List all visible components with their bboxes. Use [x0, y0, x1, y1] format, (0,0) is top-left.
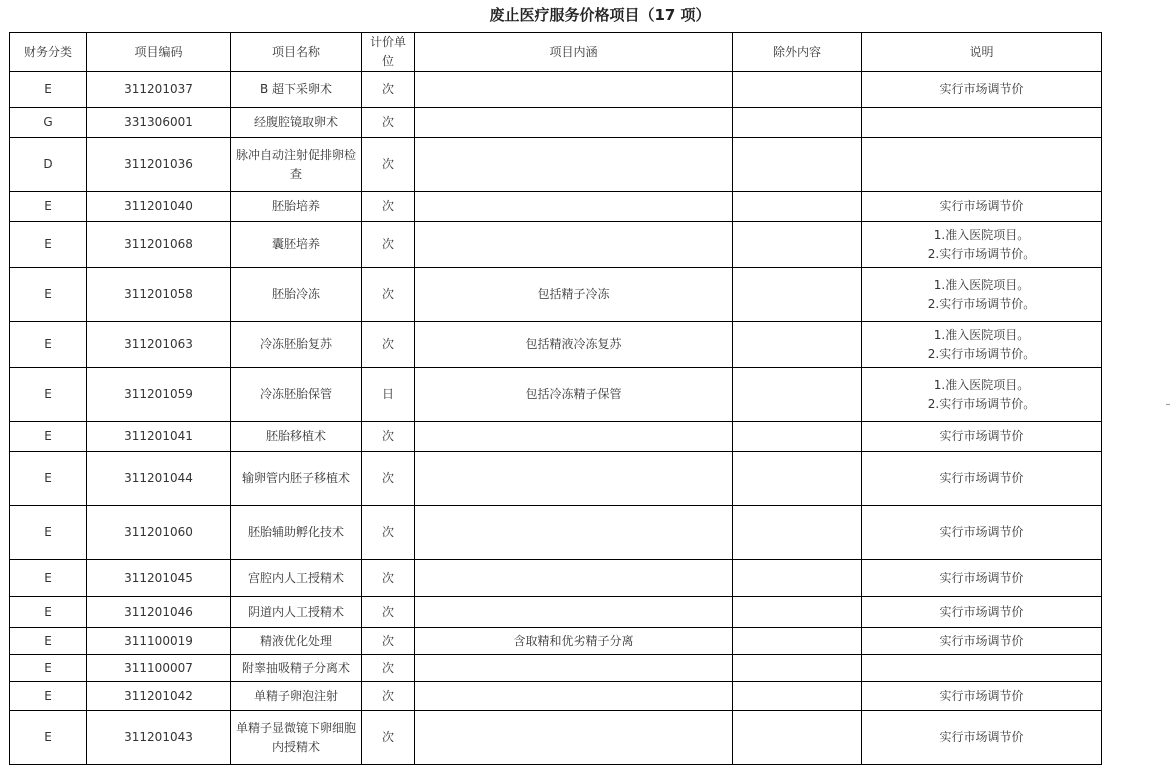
- table-row: [10, 322, 1102, 368]
- table-row: [10, 655, 1102, 682]
- table-row: [10, 222, 1102, 268]
- cell-note: [862, 452, 1102, 506]
- cell-excluded: [733, 222, 862, 268]
- table-row: [10, 108, 1102, 138]
- cell-content: [415, 655, 733, 682]
- cell-unit: 次: [362, 108, 415, 138]
- cell-note: [862, 138, 1102, 192]
- table-row: [10, 138, 1102, 192]
- header-unit: 计价单位: [362, 33, 415, 72]
- cell-unit: 次: [362, 682, 415, 711]
- cell-content: [415, 452, 733, 506]
- cell-category: E: [10, 597, 87, 628]
- note-line: 1.准入医院项目。: [933, 277, 1030, 292]
- cell-code: 311201041: [87, 422, 231, 452]
- cell-content: 含取精和优劣精子分离: [415, 628, 733, 655]
- note-line: 实行市场调节价: [939, 429, 1024, 443]
- cell-content: 包括精子冷冻: [415, 268, 733, 322]
- cell-note: [862, 192, 1102, 222]
- cell-name: 经腹腔镜取卵术: [231, 108, 362, 138]
- cell-excluded: [733, 138, 862, 192]
- cell-content: 包括冷冻精子保管: [415, 368, 733, 422]
- cell-content: [415, 192, 733, 222]
- header-content: 项目内涵: [415, 33, 733, 72]
- cell-name: 胚胎辅助孵化技术: [231, 506, 362, 560]
- cell-content: [415, 506, 733, 560]
- note-line: 实行市场调节价: [939, 688, 1024, 703]
- cell-name: 冷冻胚胎保管: [231, 368, 362, 422]
- cell-unit: 次: [362, 560, 415, 597]
- cell-category: E: [10, 506, 87, 560]
- cell-name: 胚胎培养: [231, 192, 362, 222]
- cell-note: [862, 506, 1102, 560]
- header-excluded: 除外内容: [733, 33, 862, 72]
- cell-code: 311201036: [87, 138, 231, 192]
- cell-category: E: [10, 422, 87, 452]
- cell-unit: 次: [362, 452, 415, 506]
- cell-code: 311201046: [87, 597, 231, 628]
- cell-name: 冷冻胚胎复苏: [231, 322, 362, 368]
- cell-category: E: [10, 655, 87, 682]
- cell-code: 311201042: [87, 682, 231, 711]
- cell-name: 单精子显微镜下卵细胞内授精术: [231, 711, 362, 765]
- cell-note: [862, 368, 1102, 422]
- cell-content: [415, 422, 733, 452]
- table-row: [10, 422, 1102, 452]
- cell-note: [862, 322, 1102, 368]
- cell-content: [415, 711, 733, 765]
- cell-unit: 次: [362, 72, 415, 108]
- table-header-row: [10, 33, 1102, 72]
- cell-category: E: [10, 268, 87, 322]
- table-row: [10, 628, 1102, 655]
- table-row: [10, 711, 1102, 765]
- cell-excluded: [733, 192, 862, 222]
- cell-code: 311201063: [87, 322, 231, 368]
- table-row: [10, 597, 1102, 628]
- note-line: 2.实行市场调节价。: [927, 346, 1036, 361]
- table-row: [10, 72, 1102, 108]
- cell-name: 精液优化处理: [231, 628, 362, 655]
- cell-content: [415, 108, 733, 138]
- header-code: 项目编码: [87, 33, 231, 72]
- cell-category: E: [10, 368, 87, 422]
- table-row: [10, 682, 1102, 711]
- cell-excluded: [733, 682, 862, 711]
- cell-category: E: [10, 72, 87, 108]
- cell-name: 附睾抽吸精子分离术: [231, 655, 362, 682]
- cell-code: 311201045: [87, 560, 231, 597]
- note-line: 1.准入医院项目。: [933, 227, 1030, 242]
- cell-code: 311100019: [87, 628, 231, 655]
- table-row: [10, 506, 1102, 560]
- cell-category: E: [10, 452, 87, 506]
- note-line: 实行市场调节价: [939, 633, 1024, 648]
- cell-note: [862, 597, 1102, 628]
- cell-unit: 次: [362, 192, 415, 222]
- cell-content: [415, 682, 733, 711]
- cell-note: [862, 108, 1102, 138]
- cell-unit: 次: [362, 628, 415, 655]
- cell-excluded: [733, 368, 862, 422]
- cell-name: 脉冲自动注射促排卵检查: [231, 138, 362, 192]
- price-items-table: [9, 32, 1102, 765]
- cell-category: E: [10, 192, 87, 222]
- cell-code: 311201044: [87, 452, 231, 506]
- cell-category: E: [10, 682, 87, 711]
- cell-code: 311201043: [87, 711, 231, 765]
- table-row: [10, 268, 1102, 322]
- cell-category: G: [10, 108, 87, 138]
- edge-mark: [1166, 404, 1170, 405]
- cell-unit: 次: [362, 422, 415, 452]
- cell-unit: 次: [362, 268, 415, 322]
- cell-note: [862, 222, 1102, 268]
- cell-name: 囊胚培养: [231, 222, 362, 268]
- cell-excluded: [733, 655, 862, 682]
- cell-excluded: [733, 322, 862, 368]
- cell-code: 311201059: [87, 368, 231, 422]
- cell-code: 311201068: [87, 222, 231, 268]
- cell-code: 311201060: [87, 506, 231, 560]
- cell-excluded: [733, 422, 862, 452]
- note-line: 实行市场调节价: [939, 525, 1024, 539]
- cell-code: 331306001: [87, 108, 231, 138]
- cell-content: [415, 560, 733, 597]
- cell-unit: 次: [362, 597, 415, 628]
- cell-name: 输卵管内胚子移植术: [231, 452, 362, 506]
- cell-note: [862, 711, 1102, 765]
- cell-unit: 日: [362, 368, 415, 422]
- table-row: [10, 452, 1102, 506]
- cell-content: [415, 222, 733, 268]
- cell-category: E: [10, 322, 87, 368]
- cell-excluded: [733, 72, 862, 108]
- note-line: 实行市场调节价: [939, 604, 1024, 619]
- cell-excluded: [733, 268, 862, 322]
- cell-excluded: [733, 711, 862, 765]
- cell-excluded: [733, 452, 862, 506]
- cell-code: 311201040: [87, 192, 231, 222]
- cell-note: [862, 422, 1102, 452]
- table-row: [10, 368, 1102, 422]
- cell-category: D: [10, 138, 87, 192]
- note-line: 实行市场调节价: [939, 199, 1024, 213]
- cell-note: [862, 268, 1102, 322]
- cell-category: E: [10, 711, 87, 765]
- cell-category: E: [10, 222, 87, 268]
- note-line: 1.准入医院项目。: [933, 377, 1030, 392]
- cell-note: [862, 72, 1102, 108]
- note-line: 2.实行市场调节价。: [927, 246, 1036, 261]
- cell-name: 宫腔内人工授精术: [231, 560, 362, 597]
- cell-category: E: [10, 628, 87, 655]
- note-line: 2.实行市场调节价。: [927, 296, 1036, 311]
- cell-name: B 超下采卵术: [231, 72, 362, 108]
- header-category: 财务分类: [10, 33, 87, 72]
- cell-unit: 次: [362, 322, 415, 368]
- cell-excluded: [733, 628, 862, 655]
- cell-code: 311201037: [87, 72, 231, 108]
- note-line: 实行市场调节价: [939, 471, 1024, 485]
- cell-content: [415, 138, 733, 192]
- cell-content: 包括精液冷冻复苏: [415, 322, 733, 368]
- header-name: 项目名称: [231, 33, 362, 72]
- cell-category: E: [10, 560, 87, 597]
- cell-unit: 次: [362, 711, 415, 765]
- cell-name: 阴道内人工授精术: [231, 597, 362, 628]
- cell-excluded: [733, 506, 862, 560]
- cell-content: [415, 72, 733, 108]
- cell-content: [415, 597, 733, 628]
- table-body: [10, 72, 1102, 765]
- cell-excluded: [733, 597, 862, 628]
- cell-note: [862, 628, 1102, 655]
- cell-code: 311100007: [87, 655, 231, 682]
- cell-unit: 次: [362, 222, 415, 268]
- cell-note: [862, 560, 1102, 597]
- cell-name: 胚胎移植术: [231, 422, 362, 452]
- cell-name: 单精子卵泡注射: [231, 682, 362, 711]
- cell-note: [862, 682, 1102, 711]
- header-note: 说明: [862, 33, 1102, 72]
- table-row: [10, 192, 1102, 222]
- cell-unit: 次: [362, 506, 415, 560]
- note-line: 实行市场调节价: [939, 82, 1024, 96]
- note-line: 实行市场调节价: [939, 570, 1024, 585]
- table-row: [10, 560, 1102, 597]
- note-line: 2.实行市场调节价。: [927, 396, 1036, 411]
- page-title: 废止医疗服务价格项目（17 项）: [489, 6, 711, 24]
- cell-unit: 次: [362, 655, 415, 682]
- cell-unit: 次: [362, 138, 415, 192]
- note-line: 1.准入医院项目。: [933, 327, 1030, 342]
- cell-excluded: [733, 108, 862, 138]
- cell-note: [862, 655, 1102, 682]
- note-line: 实行市场调节价: [939, 730, 1024, 744]
- cell-excluded: [733, 560, 862, 597]
- cell-code: 311201058: [87, 268, 231, 322]
- cell-name: 胚胎冷冻: [231, 268, 362, 322]
